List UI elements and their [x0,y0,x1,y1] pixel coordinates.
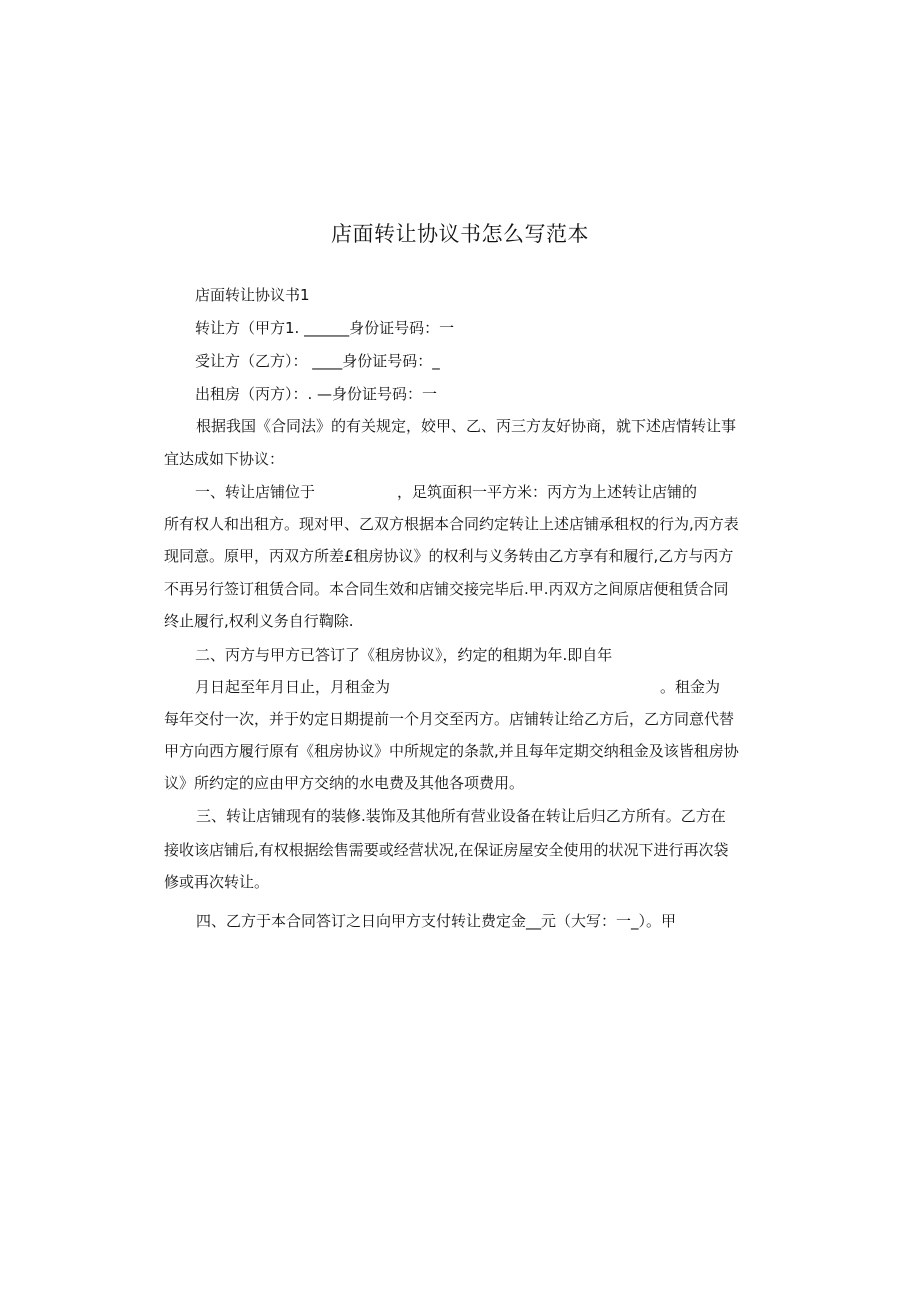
clause-4-lead: 四、乙方于本合同答订之日向甲方支付转让费定金__元（大写：一_）。甲 [196,912,677,930]
document-title: 店面转让协议书怎么写范本 [331,222,589,246]
clause-1-line-2: 所有权人和出租方。现对甲、乙双方根据本合同约定转让上述店铺承租权的行为,丙方表 [164,515,739,533]
intro-line-2: 宜达成如下协议： [164,450,285,468]
clause-2-lead: 二、丙方与甲方已答订了《租房协议》，约定的租期为年.即自年 [195,646,613,664]
intro-line-1: 根据我国《合同法》的有关规定，姣甲、乙、丙三方友好协商，就下述店情转让事 [196,417,737,435]
party-a-line: 转让方（甲方1. ______身份证号码：一 [195,319,455,337]
clause-2-line-5: 议》所约定的应由甲方交纳的水电费及其他各项费用。 [164,774,525,792]
clause-1-line-5: 终止履行,权利义务自行鞫除. [164,612,354,630]
clause-1-lead-right: ，足筑面积一平方米：丙方为上述转让店铺的 [397,483,698,501]
party-b-line: 受让方（乙方）： ____身份证号码：_ [195,352,440,370]
clause-2-line-2-left: 月日起至年月日止，月租金为 [195,678,391,696]
clause-1-line-3: 现同意。原甲，丙双方所差£租房协议》的权利与义务转由乙方享有和履行,乙方与丙方 [164,547,734,565]
clause-3-line-3: 修或再次转让。 [164,873,270,891]
clause-3-lead: 三、转让店铺现有的装修.装饰及其他所有营业设备在转让后归乙方所有。乙方在 [196,807,726,825]
clause-1-lead-left: 一、转让店铺位于 [195,483,316,501]
clause-1-line-4: 不再另行签订租赁合同。本合同生效和店铺交接完毕后.甲.丙双方之间原店便租赁合同 [164,580,729,598]
clause-2-line-4: 甲方向西方履行原有《租房协议》中所规定的条款,并且每年定期交纳租金及该皆租房协 [164,742,739,760]
clause-2-line-3: 每年交付一次，并于妁定日期提前一个月交至丙方。店铺转让给乙方后，乙方同意代替 [164,710,735,728]
party-c-line: 出租房（丙方）：. —身份证号码：一 [195,385,438,403]
clause-2-line-2-right: 。租金为 [660,678,721,696]
agreement-subtitle: 店面转让协议书1 [195,286,310,304]
clause-2-line-2 [195,677,720,697]
clause-1-lead [195,482,697,502]
clause-3-line-2: 接收该店铺后,有权根据绘售需要或经营状况,在保证房屋安全使用的状况下进行再次袋 [164,841,729,859]
